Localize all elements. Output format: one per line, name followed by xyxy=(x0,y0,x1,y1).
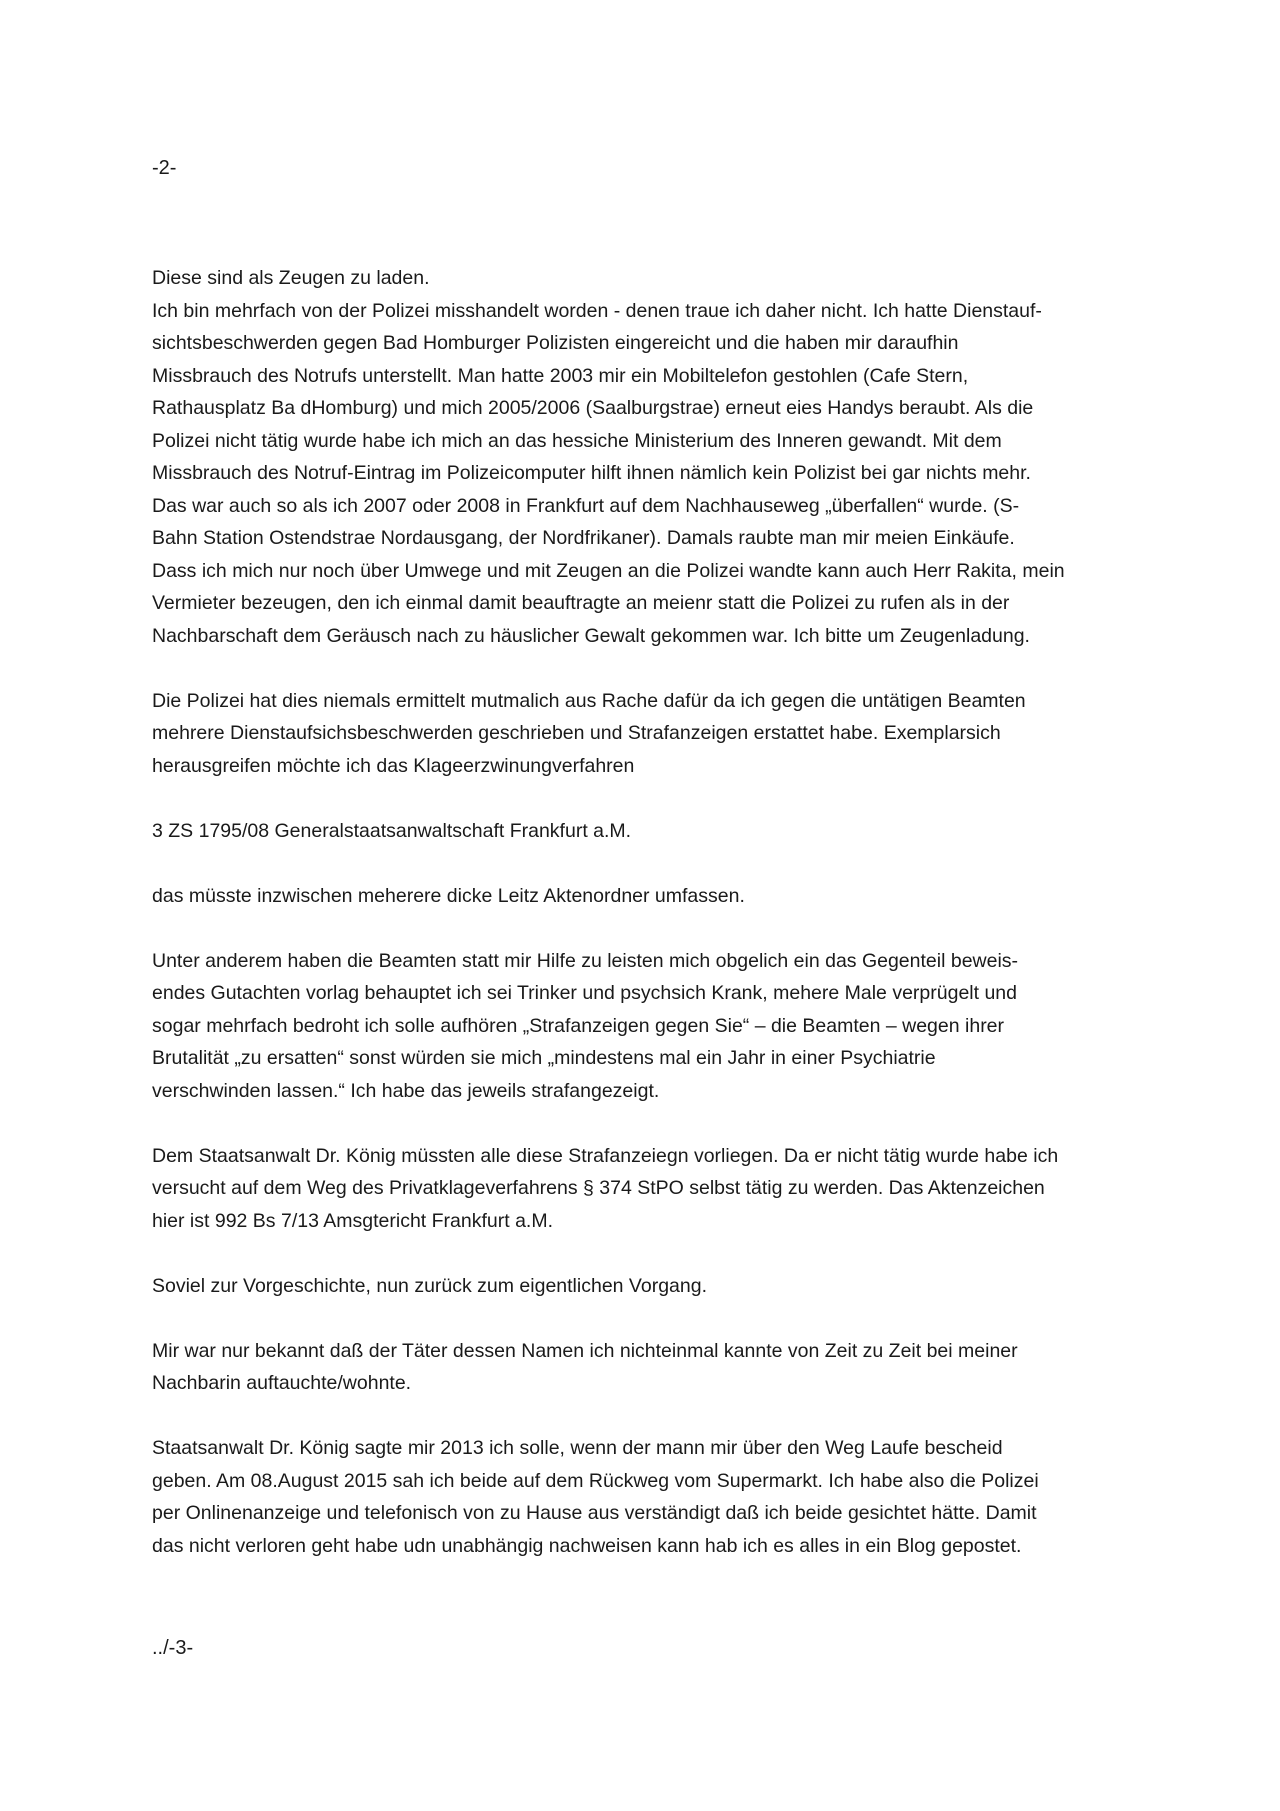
paragraph-gap xyxy=(152,1400,1152,1433)
text-line: hier ist 992 Bs 7/13 Amsgtericht Frankfurt a.M. xyxy=(152,1209,553,1232)
paragraph xyxy=(152,295,1152,653)
text-line: Rathausplatz Ba dHomburg) und mich 2005/2006 (Saalburgstrae) erneut eies Handys beraubt. Als die xyxy=(152,397,1034,419)
text-line: Ich bin mehrfach von der Polizei misshandelt worden - denen traue ich daher nicht. Ich hatte Dienstauf- xyxy=(152,299,1042,322)
paragraph-gap xyxy=(152,782,1152,815)
text-line: Brutalität „zu ersatten“ sonst würden sie mich „mindestens mal ein Jahr in einer Psychiatrie xyxy=(152,1047,936,1069)
text-line: Mir war nur bekannt daß der Täter dessen Namen ich nichteinmal kannte von Zeit zu Zeit bei meiner xyxy=(152,1339,1018,1362)
text-line: Dass ich mich nur noch über Umwege und mit Zeugen an die Polizei wandte kann auch Herr Rakita, mein xyxy=(152,559,1065,582)
paragraph xyxy=(152,815,1152,848)
text-line: per Onlinenanzeige und telefonisch von zu Hause aus verständigt daß ich beide gesichtet hätte. Damit xyxy=(152,1502,1037,1524)
text-line: Das war auch so als ich 2007 oder 2008 in Frankfurt auf dem Nachhauseweg „überfallen“ wurde. (S- xyxy=(152,494,1020,517)
text-line: versucht auf dem Weg des Privatklageverfahrens § 374 StPO selbst tätig zu werden. Das Aktenzeichen xyxy=(152,1177,1045,1199)
text-line: Die Polizei hat dies niemals ermittelt mutmalich aus Rache dafür da ich gegen die untätigen Beamten xyxy=(152,689,1026,712)
paragraph xyxy=(152,1335,1152,1400)
text-line: sogar mehrfach bedroht ich solle aufhören „Strafanzeigen gegen Sie“ – die Beamten – wegen ihrer xyxy=(152,1014,1005,1037)
letter-body xyxy=(152,262,1152,1562)
paragraph xyxy=(152,685,1152,783)
paragraph xyxy=(152,1270,1152,1303)
paragraph xyxy=(152,262,1152,295)
text-line: Vermieter bezeugen, den ich einmal damit beauftragte an meienr statt die Polizei zu rufen als in der xyxy=(152,592,1010,614)
paragraph-gap xyxy=(152,1237,1152,1270)
text-line: Staatsanwalt Dr. König sagte mir 2013 ich solle, wenn der mann mir über den Weg Laufe bescheid xyxy=(152,1437,1003,1459)
text-line: verschwinden lassen.“ Ich habe das jeweils strafangezeigt. xyxy=(152,1079,660,1102)
text-line: Soviel zur Vorgeschichte, nun zurück zum eigentlichen Vorgang. xyxy=(152,1274,707,1297)
text-line: das müsste inzwischen meherere dicke Leitz Aktenordner umfassen. xyxy=(152,884,745,907)
text-line: mehrere Dienstaufsichsbeschwerden geschrieben und Strafanzeigen erstattet habe. Exemplarsich xyxy=(152,722,1001,744)
paragraph-gap xyxy=(152,847,1152,880)
text-line: 3 ZS 1795/08 Generalstaatsanwaltschaft Frankfurt a.M. xyxy=(152,819,632,842)
text-line: Unter anderem haben die Beamten statt mir Hilfe zu leisten mich obgelich ein das Gegenteil beweis- xyxy=(152,949,1019,972)
text-line: Nachbarschaft dem Geräusch nach zu häuslicher Gewalt gekommen war. Ich bitte um Zeugenladung. xyxy=(152,624,1030,647)
text-line: Dem Staatsanwalt Dr. König müssten alle diese Strafanzeiegn vorliegen. Da er nicht tätig wurde habe ich xyxy=(152,1144,1059,1167)
text-line: herausgreifen möchte ich das Klageerzwinungverfahren xyxy=(152,754,635,777)
paragraph xyxy=(152,945,1152,1108)
paragraph-gap xyxy=(152,652,1152,685)
paragraph-gap xyxy=(152,1107,1152,1140)
text-line: sichtsbeschwerden gegen Bad Homburger Polizisten eingereicht und die haben mir daraufhin xyxy=(152,332,959,354)
paragraph-gap xyxy=(152,1302,1152,1335)
text-line: geben. Am 08.August 2015 sah ich beide auf dem Rückweg vom Supermarkt. Ich habe also die Polizei xyxy=(152,1469,1039,1492)
text-line: das nicht verloren geht habe udn unabhängig nachweisen kann hab ich es alles in ein Blog gepostet. xyxy=(152,1534,1022,1557)
text-line: Bahn Station Ostendstrae Nordausgang, der Nordfrikaner). Damals raubte man mir meien Einkäufe. xyxy=(152,527,1015,549)
paragraph xyxy=(152,1432,1152,1562)
paragraph xyxy=(152,880,1152,913)
text-line: Diese sind als Zeugen zu laden. xyxy=(152,267,430,289)
text-line: Missbrauch des Notrufs unterstellt. Man hatte 2003 mir ein Mobiltelefon gestohlen (Cafe Stern, xyxy=(152,364,969,387)
text-line: Nachbarin auftauchte/wohnte. xyxy=(152,1372,412,1394)
page-number-top: -2- xyxy=(152,157,177,179)
text-line: endes Gutachten vorlag behauptet ich sei Trinker und psychsich Krank, mehere Male verprügelt und xyxy=(152,982,1017,1004)
text-line: Polizei nicht tätig wurde habe ich mich an das hessiche Ministerium des Inneren gewandt. Mit dem xyxy=(152,429,1002,452)
paragraph-gap xyxy=(152,912,1152,945)
text-line: Missbrauch des Notruf-Eintrag im Polizeicomputer hilft ihnen nämlich kein Polizist bei gar nichts mehr. xyxy=(152,462,1031,484)
paragraph xyxy=(152,1140,1152,1238)
page-number-continuation: ../-3- xyxy=(152,1637,194,1659)
